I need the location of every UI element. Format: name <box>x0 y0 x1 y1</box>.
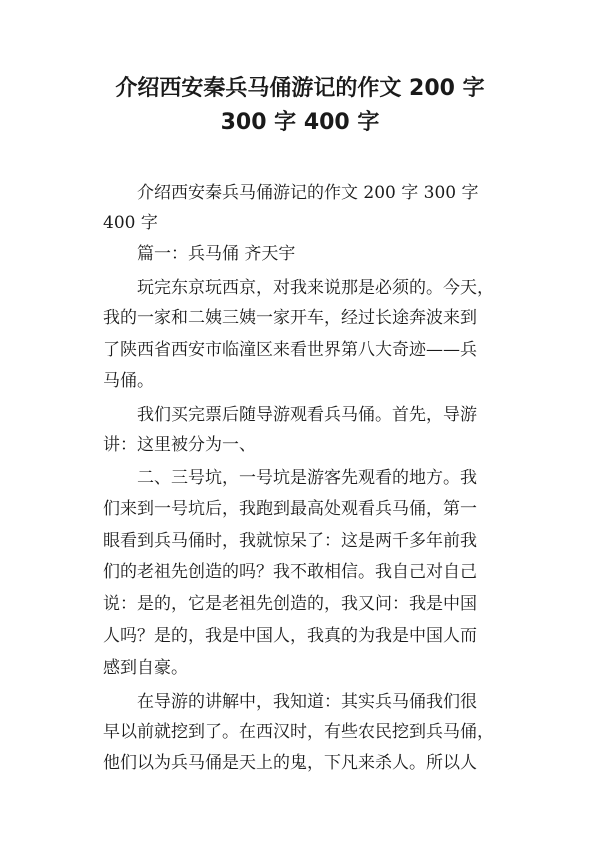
body-text-line: 玩完东京玩西京，对我来说那是必须的。今天， <box>137 278 494 298</box>
body-text-line: 在导游的讲解中，我知道：其实兵马俑我们很 <box>137 692 477 712</box>
intro-title-line: 介绍西安秦兵马俑游记的作文 200 字 300 字 <box>137 183 479 203</box>
body-text-line: 们的老祖先创造的吗？我不敢相信。我自己对自己 <box>103 562 477 582</box>
body-text-line: 早以前就挖到了。在西汉时，有些农民挖到兵马俑， <box>103 722 494 742</box>
chapter-heading: 篇一：兵马俑 齐天宇 <box>137 244 296 264</box>
body-text-line: 了陕西省西安市临潼区来看世界第八大奇迹——兵 <box>103 340 477 360</box>
body-text-line: 二、三号坑，一号坑是游客先观看的地方。我 <box>137 468 477 488</box>
page-title-line-2: 300 字 400 字 <box>220 110 380 135</box>
body-text-line: 讲：这里被分为一、 <box>103 435 256 455</box>
intro-title-line: 400 字 <box>103 213 158 233</box>
body-text-line: 说：是的，它是老祖先创造的，我又问：我是中国 <box>103 594 477 614</box>
body-text-line: 眼看到兵马俑时，我就惊呆了：这是两千多年前我 <box>103 531 477 551</box>
body-text-line: 他们以为兵马俑是天上的鬼，下凡来杀人。所以人 <box>103 753 477 773</box>
page-title-line-1: 介绍西安秦兵马俑游记的作文 200 字 <box>115 76 485 101</box>
body-text-line: 们来到一号坑后，我跑到最高处观看兵马俑，第一 <box>103 499 477 519</box>
body-text-line: 我的一家和二姨三姨一家开车，经过长途奔波来到 <box>103 308 477 328</box>
body-text-line: 感到自豪。 <box>103 658 188 678</box>
body-text-line: 人吗？是的，我是中国人，我真的为我是中国人而 <box>103 626 477 646</box>
body-text-line: 我们买完票后随导游观看兵马俑。首先，导游 <box>137 405 477 425</box>
body-text-line: 马俑。 <box>103 371 154 391</box>
